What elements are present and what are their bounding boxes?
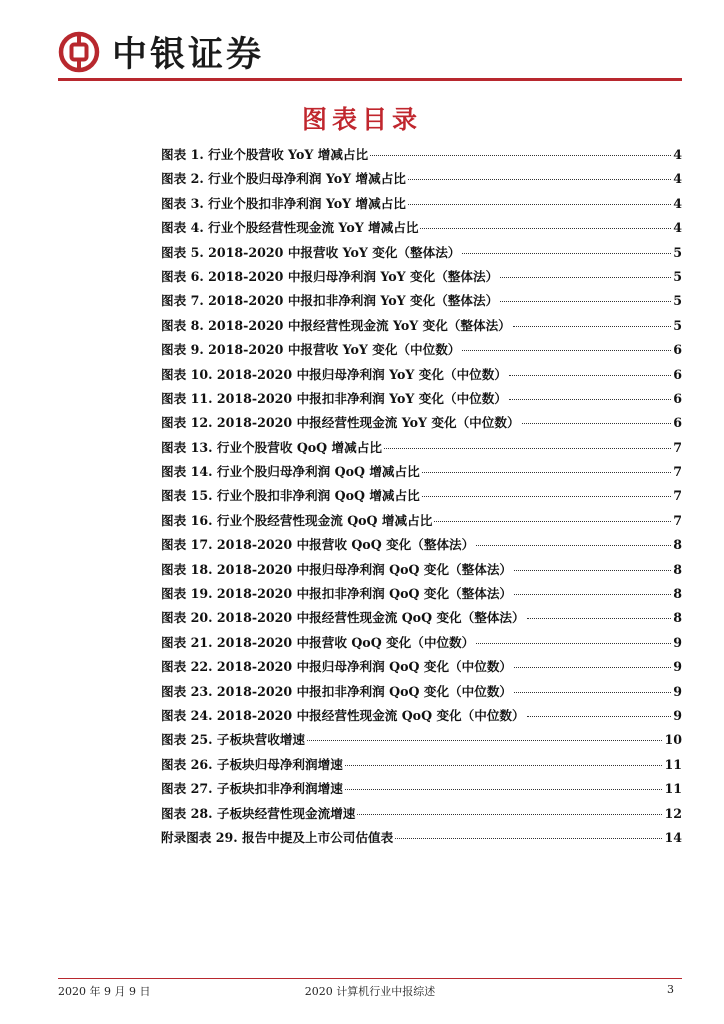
toc-item-text: 图表 22. 2018-2020 中报归母净利润 QoQ 变化（中位数） bbox=[161, 659, 513, 675]
toc-item-page: 6 bbox=[673, 390, 682, 406]
toc-item[interactable] bbox=[161, 729, 682, 753]
toc-item-page: 4 bbox=[673, 147, 682, 162]
toc-leader-dots bbox=[509, 375, 671, 376]
boc-coin-logo-icon bbox=[58, 31, 100, 73]
toc-item[interactable] bbox=[161, 607, 682, 631]
toc-item[interactable] bbox=[161, 510, 682, 534]
toc-item-text: 图表 12. 2018-2020 中报经营性现金流 YoY 变化（中位数） bbox=[161, 415, 520, 431]
toc-item-page: 10 bbox=[664, 732, 682, 748]
toc-item-page: 7 bbox=[673, 488, 682, 504]
toc-item-page: 9 bbox=[673, 707, 682, 723]
toc-item-text: 图表 25. 子板块营收增速 bbox=[161, 732, 306, 748]
toc-leader-dots bbox=[522, 423, 672, 424]
toc-item-text: 图表 26. 子板块归母净利润增速 bbox=[161, 756, 343, 772]
toc-item-text: 图表 2. 行业个股归母净利润 YoY 增减占比 bbox=[161, 171, 406, 187]
brand-name: 中银证券 bbox=[112, 34, 265, 75]
toc-leader-dots bbox=[408, 204, 671, 205]
toc-item[interactable] bbox=[161, 364, 682, 388]
toc-item[interactable] bbox=[161, 290, 682, 314]
toc-leader-dots bbox=[514, 594, 671, 595]
toc-item-page: 8 bbox=[673, 537, 682, 553]
toc-item-text: 图表 5. 2018-2020 中报营收 YoY 变化（整体法） bbox=[161, 244, 461, 260]
toc-item-text: 图表 3. 行业个股扣非净利润 YoY 增减占比 bbox=[161, 195, 406, 211]
toc-item[interactable] bbox=[161, 168, 682, 192]
toc-item-text: 图表 7. 2018-2020 中报扣非净利润 YoY 变化（整体法） bbox=[161, 293, 499, 309]
toc-leader-dots bbox=[422, 472, 672, 473]
toc-item-page: 7 bbox=[673, 439, 682, 455]
toc-item[interactable] bbox=[161, 583, 682, 607]
toc-item-page: 9 bbox=[673, 683, 682, 699]
toc-item[interactable] bbox=[161, 559, 682, 583]
toc-leader-dots bbox=[384, 448, 671, 449]
toc-item-text: 图表 18. 2018-2020 中报归母净利润 QoQ 变化（整体法） bbox=[161, 561, 513, 577]
toc-item-page: 7 bbox=[673, 464, 682, 480]
toc-leader-dots bbox=[527, 618, 672, 619]
toc-item-page: 9 bbox=[673, 659, 682, 675]
toc-item-text: 图表 13. 行业个股营收 QoQ 增减占比 bbox=[161, 439, 382, 455]
toc-leader-dots bbox=[345, 765, 663, 766]
toc-item[interactable] bbox=[161, 339, 682, 363]
toc-item-page: 6 bbox=[673, 415, 682, 431]
toc-item[interactable] bbox=[161, 534, 682, 558]
toc-item-text: 图表 27. 子板块扣非净利润增速 bbox=[161, 781, 343, 797]
toc-item[interactable] bbox=[161, 827, 682, 851]
toc-item[interactable] bbox=[161, 144, 682, 168]
toc-item-page: 9 bbox=[673, 634, 682, 650]
toc-item[interactable] bbox=[161, 193, 682, 217]
toc-item-text: 图表 15. 行业个股扣非净利润 QoQ 增减占比 bbox=[161, 488, 420, 504]
toc-item[interactable] bbox=[161, 485, 682, 509]
toc-item[interactable] bbox=[161, 266, 682, 290]
toc-item[interactable] bbox=[161, 656, 682, 680]
toc-leader-dots bbox=[395, 838, 662, 839]
toc-item-text: 图表 20. 2018-2020 中报经营性现金流 QoQ 变化（整体法） bbox=[161, 610, 525, 626]
toc-item-page: 4 bbox=[673, 195, 682, 211]
toc-item[interactable] bbox=[161, 778, 682, 802]
footer-divider bbox=[58, 978, 682, 979]
toc-leader-dots bbox=[307, 740, 662, 741]
toc-list bbox=[161, 144, 682, 851]
toc-leader-dots bbox=[514, 570, 671, 571]
toc-item[interactable] bbox=[161, 315, 682, 339]
toc-item-text: 图表 14. 行业个股归母净利润 QoQ 增减占比 bbox=[161, 464, 420, 480]
toc-item[interactable] bbox=[161, 754, 682, 778]
toc-item-page: 12 bbox=[664, 805, 682, 821]
toc-leader-dots bbox=[462, 350, 671, 351]
toc-item-text: 图表 28. 子板块经营性现金流增速 bbox=[161, 805, 356, 821]
toc-item-text: 图表 21. 2018-2020 中报营收 QoQ 变化（中位数） bbox=[161, 634, 475, 650]
toc-leader-dots bbox=[514, 692, 671, 693]
toc-item-page: 6 bbox=[673, 342, 682, 358]
toc-item[interactable] bbox=[161, 412, 682, 436]
toc-item-page: 5 bbox=[673, 293, 682, 309]
footer-report-title: 2020 计算机行业中报综述 bbox=[304, 985, 436, 998]
toc-leader-dots bbox=[422, 496, 672, 497]
toc-item[interactable] bbox=[161, 705, 682, 729]
toc-item[interactable] bbox=[161, 803, 682, 827]
toc-leader-dots bbox=[434, 521, 671, 522]
toc-item-text: 图表 9. 2018-2020 中报营收 YoY 变化（中位数） bbox=[161, 342, 461, 358]
toc-item-text: 附录图表 29. 报告中提及上市公司估值表 bbox=[161, 829, 394, 845]
toc-leader-dots bbox=[500, 277, 671, 278]
toc-item[interactable] bbox=[161, 632, 682, 656]
toc-item-page: 4 bbox=[673, 171, 682, 187]
toc-leader-dots bbox=[514, 667, 671, 668]
toc-item-text: 图表 4. 行业个股经营性现金流 YoY 增减占比 bbox=[161, 220, 419, 236]
toc-item-text: 图表 11. 2018-2020 中报扣非净利润 YoY 变化（中位数） bbox=[161, 390, 507, 406]
toc-item-text: 图表 17. 2018-2020 中报营收 QoQ 变化（整体法） bbox=[161, 537, 475, 553]
footer-page-number: 3 bbox=[667, 983, 674, 996]
toc-leader-dots bbox=[420, 228, 671, 229]
toc-item-text: 图表 10. 2018-2020 中报归母净利润 YoY 变化（中位数） bbox=[161, 366, 507, 382]
toc-leader-dots bbox=[476, 545, 671, 546]
toc-item-page: 11 bbox=[664, 756, 682, 772]
toc-item-text: 图表 1. 行业个股营收 YoY 增减占比 bbox=[161, 147, 369, 162]
toc-item-text: 图表 8. 2018-2020 中报经营性现金流 YoY 变化（整体法） bbox=[161, 317, 511, 333]
toc-leader-dots bbox=[527, 716, 672, 717]
toc-item[interactable] bbox=[161, 461, 682, 485]
toc-item-page: 8 bbox=[673, 561, 682, 577]
toc-item[interactable] bbox=[161, 437, 682, 461]
toc-item-page: 4 bbox=[673, 220, 682, 236]
toc-item-page: 5 bbox=[673, 244, 682, 260]
toc-leader-dots bbox=[500, 301, 671, 302]
toc-item[interactable] bbox=[161, 242, 682, 266]
toc-leader-dots bbox=[513, 326, 671, 327]
toc-title: 图表目录 bbox=[301, 105, 422, 134]
toc-item-text: 图表 24. 2018-2020 中报经营性现金流 QoQ 变化（中位数） bbox=[161, 707, 525, 723]
toc-item-text: 图表 16. 行业个股经营性现金流 QoQ 增减占比 bbox=[161, 512, 433, 528]
toc-item-page: 8 bbox=[673, 610, 682, 626]
toc-item-page: 14 bbox=[664, 829, 682, 845]
toc-item-page: 6 bbox=[673, 366, 682, 382]
toc-leader-dots bbox=[370, 155, 671, 156]
toc-item-text: 图表 19. 2018-2020 中报扣非净利润 QoQ 变化（整体法） bbox=[161, 586, 513, 602]
toc-item-page: 11 bbox=[664, 781, 682, 797]
footer-date: 2020 年 9 月 9 日 bbox=[58, 985, 151, 998]
toc-leader-dots bbox=[345, 789, 663, 790]
toc-item[interactable] bbox=[161, 388, 682, 412]
toc-leader-dots bbox=[462, 253, 671, 254]
toc-item-text: 图表 6. 2018-2020 中报归母净利润 YoY 变化（整体法） bbox=[161, 268, 499, 284]
toc-leader-dots bbox=[476, 643, 671, 644]
toc-leader-dots bbox=[357, 814, 662, 815]
toc-leader-dots bbox=[408, 179, 671, 180]
toc-item-page: 5 bbox=[673, 268, 682, 284]
toc-item-page: 7 bbox=[673, 512, 682, 528]
toc-item[interactable] bbox=[161, 217, 682, 241]
toc-item[interactable] bbox=[161, 681, 682, 705]
page-header bbox=[58, 22, 264, 82]
toc-item-page: 5 bbox=[673, 317, 682, 333]
toc-item-text: 图表 23. 2018-2020 中报扣非净利润 QoQ 变化（中位数） bbox=[161, 683, 513, 699]
header-divider bbox=[58, 78, 682, 81]
toc-item-page: 8 bbox=[673, 586, 682, 602]
toc-leader-dots bbox=[509, 399, 671, 400]
